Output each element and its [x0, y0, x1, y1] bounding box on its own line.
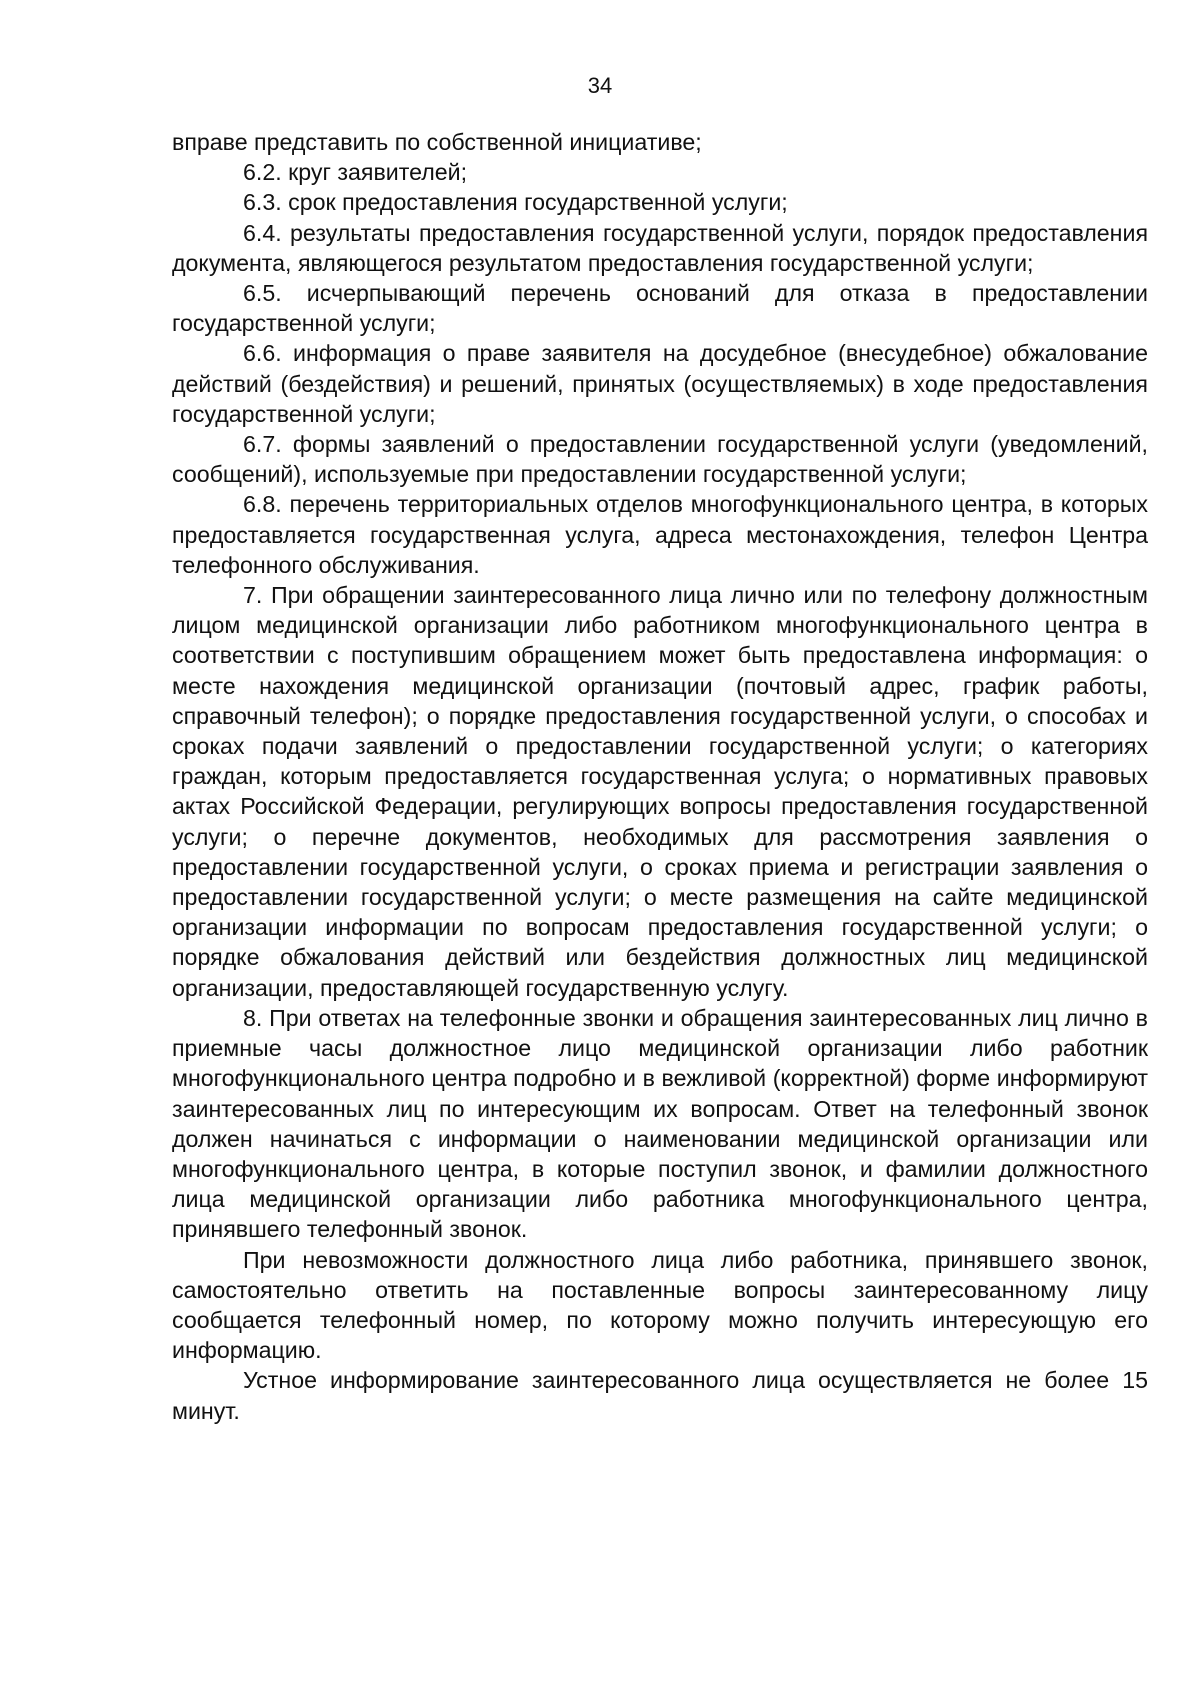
paragraph-8: 8. При ответах на телефонные звонки и обращения заинтересованных лиц лично в приемные часы должностное лицо медицинской организации либо работник многофункционального центра подробно и в вежливой (корректной) форме информируют заинтересованных лиц по интересующим их вопросам. Ответ на телефонный звонок должен начинаться с информации о наименовании медицинской организации или многофункционального центра, в которые поступил звонок, и фамилии должностного лица медицинской организации либо работника многофункционального центра, принявшего телефонный звонок. — [172, 1004, 1148, 1243]
paragraph-6-7: 6.7. формы заявлений о предоставлении государственной услуги (уведомлений, сообщений), используемые при предоставлении государственной услуги; — [172, 431, 1148, 488]
paragraph-6-3: 6.3. срок предоставления государственной услуги; — [243, 189, 788, 216]
paragraph-6-4: 6.4. результаты предоставления государственной услуги, порядок предоставления документа, являющегося результатом предоставления государственной услуги; — [172, 219, 1148, 276]
paragraph-6-6: 6.6. информация о праве заявителя на досудебное (внесудебное) обжалование действий (бездействия) и решений, принятых (осуществляемых) в ходе предоставления государственной услуги; — [172, 340, 1148, 427]
paragraph-continuation: вправе представить по собственной инициативе; — [172, 129, 702, 155]
paragraph-8-oral-informing: Устное информирование заинтересованного лица осуществляется не более 15 минут. — [172, 1367, 1148, 1424]
paragraph-8-unable-to-answer: При невозможности должностного лица либо работника, принявшего звонок, самостоятельно ответить на поставленные вопросы заинтересованному лицу сообщается телефонный номер, по которому можно получить интересующую его информацию. — [172, 1246, 1148, 1364]
paragraph-6-8: 6.8. перечень территориальных отделов многофункционального центра, в которых предоставляется государственная услуга, адреса местонахождения, телефон Центра телефонного обслуживания. — [172, 491, 1148, 578]
paragraph-7: 7. При обращении заинтересованного лица лично или по телефону должностным лицом медицинской организации либо работником многофункционального центра в соответствии с поступившим обращением может быть предоставлена информация: о месте нахождения медицинской организации (почтовый адрес, график работы, справочный телефон); о порядке предоставления государственной услуги, о способах и сроках подачи заявлений о предоставлении государственной услуги; о категориях граждан, которым предоставляется государственная услуга; о нормативных правовых актах Российской Федерации, регулирующих вопросы предоставления государственной услуги; о перечне документов, необходимых для рассмотрения заявления о предоставлении государственной услуги, о сроках приема и регистрации заявления о предоставлении государственной услуги; о месте размещения на сайте медицинской организации информации по вопросам предоставления государственной услуги; о порядке обжалования действий или бездействия должностных лиц медицинской организации, предоставляющей государственную услугу. — [172, 582, 1148, 1001]
paragraph-6-2: 6.2. круг заявителей; — [243, 159, 468, 186]
page-number: 34 — [587, 73, 613, 98]
paragraph-6-5: 6.5. исчерпывающий перечень оснований для отказа в предоставлении государственной услуги; — [172, 280, 1148, 337]
document-body — [172, 127, 1148, 1426]
